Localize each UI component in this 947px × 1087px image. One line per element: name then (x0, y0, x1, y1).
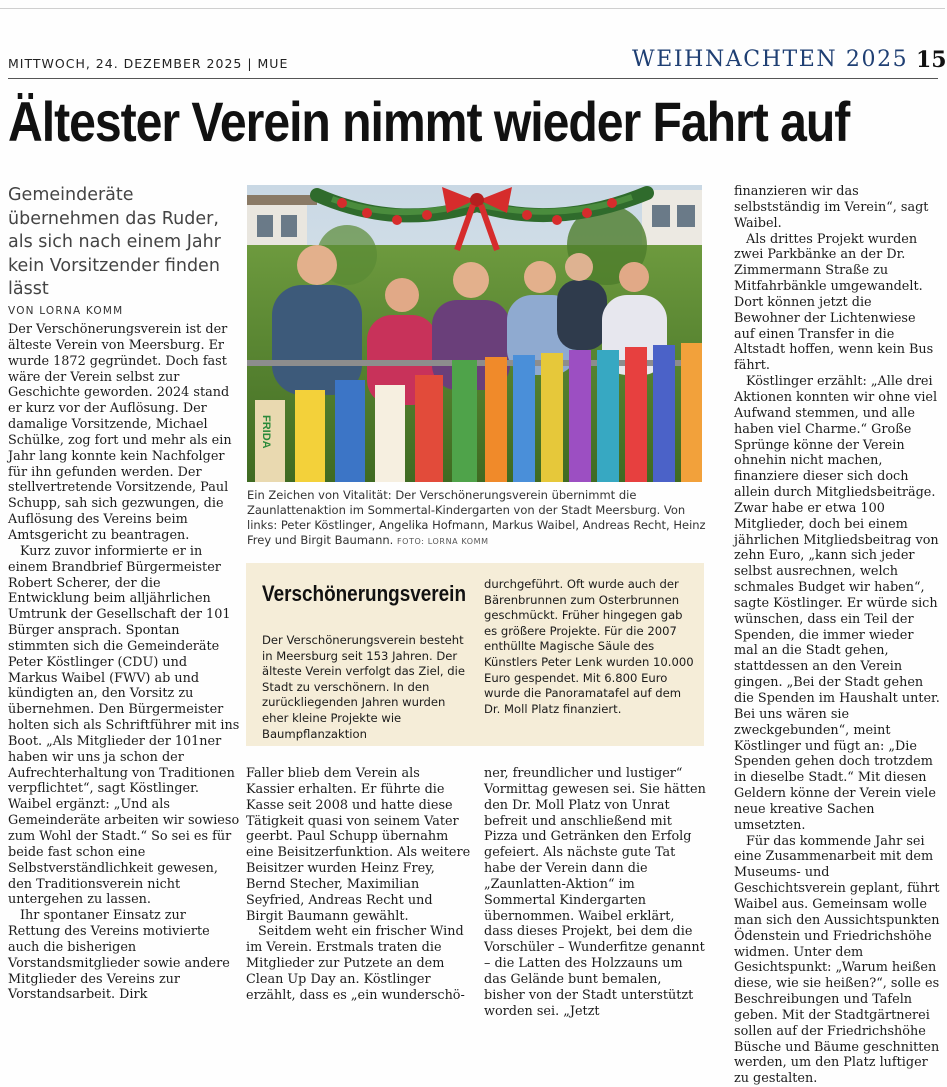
paragraph: Faller blieb dem Verein als Kassier erhalten. Er führte die Kasse seit 2008 und hatte diese Tätigkeit quasi von seinem Vater geerbt. Paul Schupp übernahm eine Beisitzerfunktion. Als weitere Beisitzer wurden Heinz Frey, Bernd Stecher, Maximilian Seyfried, Andreas Recht und Birgit Baumann gewählt. (246, 766, 471, 924)
photo-caption (247, 488, 717, 549)
article-column-4 (734, 184, 940, 1087)
paragraph: Köstlinger erzählt: „Alle drei Aktionen konnten wir ohne viel Aufwand stemmen, und alle haben viel Charme.“ Große Sprünge könne der Verein ohnehin nicht machen, finanziere dieser sich doch allein durch Mitgliedsbeiträge. Zwar habe er etwa 100 Mitglieder, doch bei einem jährlichen Mitgliedsbeitrag von zehn Euro, „kann sich jeder selbst ausrechnen, welch schmales Budget wir haben“, sagte Köstlinger. Er würde sich wünschen, dass ein Teil der Spenden, die immer wieder mal an die Stadt gehen, stattdessen an den Verein gingen. „Bei der Stadt gehen die Spenden im Haushalt unter. Bei uns wären sie zweckgebunden“, meint Köstlinger und fügt an: „Die Spenden gehen doch trotzdem in dieselbe Stadt.“ Mit diesen Geldern könne der Verein viele neue kreative Sachen umsetzten. (734, 374, 940, 833)
page-number: 15 (916, 47, 947, 73)
info-box-text-2: durchgeführt. Oft wurde auch der Bärenbrunnen zum Osterbrunnen geschmückt. Früher hingegen gab es größere Projekte. Für die 2007 enthüllte Magische Säule des Künstlers Peter Lenk wurden 10.000 Euro gespendet. Mit 6.800 Euro wurde die Panoramatafel auf dem Dr. Moll Platz finanziert. (484, 577, 694, 716)
paragraph: Kurz zuvor informierte er in einem Brandbrief Bürgermeister Robert Scherer, der die Entwicklung beim alljährlichen Umtrunk der Gesellschaft der 101 Bürger ansprach. Spontan stimmten sich die Gemeinderäte Peter Köstlinger (CDU) und Markus Waibel (FWV) ab und kündigten an, den Vorsitz zu übernehmen. Den Bürgermeister holten sich als Schriftführer mit ins Boot. „Als Mitglieder der 101ner haben wir uns ja schon der Aufrechterhaltung von Traditionen verpflichtet“, sagt Köstlinger. Waibel ergänzt: „Und als Gemeinderäte arbeiten wir sowieso zum Wohl der Stadt.“ So sei es für beide fast schon eine Selbstverständlichkeit gewesen, den Traditionsverein nicht untergehen zu lassen. (8, 543, 240, 908)
photo-credit: FOTO: LORNA KOMM (396, 537, 489, 546)
dateline: MITTWOCH, 24. DEZEMBER 2025 | MUE (8, 56, 289, 71)
top-border-line (0, 8, 945, 9)
paragraph: Ihr spontaner Einsatz zur Rettung des Vereins motivierte auch die bisherigen Vorstandsmitglieder sowie andere Mitglieder des Vereins zur Vorstandsarbeit. Dirk (8, 908, 230, 1003)
info-box-text-1: Der Verschönerungsverein besteht in Meersburg seit 153 Jahren. Der älteste Verein verfolgt das Ziel, die Stadt zu verschönern. In den zurückliegenden Jahren wurden eher kleine Projekte wie Baumpflanzaktion (262, 633, 466, 741)
headline: Ältester Verein nimmt wieder Fahrt auf (8, 90, 850, 153)
caption-text: Ein Zeichen von Vitalität: Der Verschönerungsverein übernimmt die Zaunlattenaktion im Sommertal-Kindergarten von der Stadt Meersburg. Von links: Peter Köstlinger, Angelika Hofmann, Markus Waibel, Andreas Recht, Heinz Frey und Birgit Baumann. (247, 488, 706, 547)
article-photo (247, 185, 702, 482)
paragraph: Als drittes Projekt wurden zwei Parkbänke an der Dr. Zimmermann Straße zu Mitfahrbänkle umgewandelt. Dort können jetzt die Bewohner der Lichtenwiese auf einen Transfer in die Altstadt hoffen, wenn kein Bus fährt. (734, 231, 934, 374)
article-column-2 (246, 766, 471, 1022)
section-title: WEIHNACHTEN 2025 (632, 47, 909, 72)
info-box-title: Verschönerungsverein (262, 581, 467, 606)
subhead: Gemeinderäte übernehmen das Ruder, als sich nach einem Jahr kein Vorsitzender finden lässt (8, 185, 221, 299)
header-rule (8, 78, 938, 79)
paragraph: finanzieren wir das selbstständig im Verein“, sagt Waibel. (734, 184, 929, 231)
roof (247, 195, 317, 205)
article-column-1 (8, 322, 240, 1022)
byline: VON LORNA KOMM (8, 305, 124, 317)
photo-illustration (247, 185, 702, 482)
info-box (246, 563, 704, 746)
paragraph: ner, freundlicher und lustiger“ Vormittag gewesen sei. Sie hätten den Dr. Moll Platz von Unrat befreit und anschließend mit Pizza und Getränken den Erfolg gefeiert. Als nächste gute Tat habe der Verein dann die „Zaunlatten-Aktion“ im Sommertal Kindergarten übernommen. Waibel erklärt, dass dieses Projekt, bei dem die Vorschüler – Wunderfitze genannt – die Latten des Holzzauns um das Gelände bunt bemalen, bisher von der Stadt unterstützt worden sei. „Jetzt (484, 766, 706, 1019)
fence-name-text: FRIDA (260, 415, 272, 449)
paragraph: Seitdem weht ein frischer Wind im Verein. Erstmals traten die Mitglieder zur Putzete an dem Clean Up Day an. Köstlinger erzählt, dass es „ein wunderschö- (246, 924, 465, 1003)
paragraph: Der Verschönerungsverein ist der älteste Verein von Meersburg. Er wurde 1872 gegründet. Doch fast wäre der Verein selbst zur Geschichte geworden. 2024 stand er kurz vor der Auflösung. Der damalige Vorsitzende, Michael Schülke, zog fort und mehr als ein Jahr lang konnte kein Nachfolger für ihn gefunden werden. Der stellvertretende Vorsitzende, Paul Schupp, sah sich gezwungen, die Auflösung des Vereins beim Amtsgericht zu beantragen. (8, 322, 232, 543)
article-column-3 (484, 766, 706, 1022)
paragraph: Für das kommende Jahr sei eine Zusammenarbeit mit dem Museums- und Geschichtsverein geplant, führt Waibel aus. Gemeinsam wolle man sich den Aussichtspunkten Ödenstein und Friedrichshöhe widmen. Unter dem Gesichtspunkt: „Warum heißen diese, wie sie heißen?“, solle es Beschreibungen und Tafeln geben. Mit der Stadtgärtnerei sollen auf der Friedrichshöhe Büsche und Bäume geschnitten werden, um den Platz luftiger zu gestalten. (734, 833, 940, 1087)
